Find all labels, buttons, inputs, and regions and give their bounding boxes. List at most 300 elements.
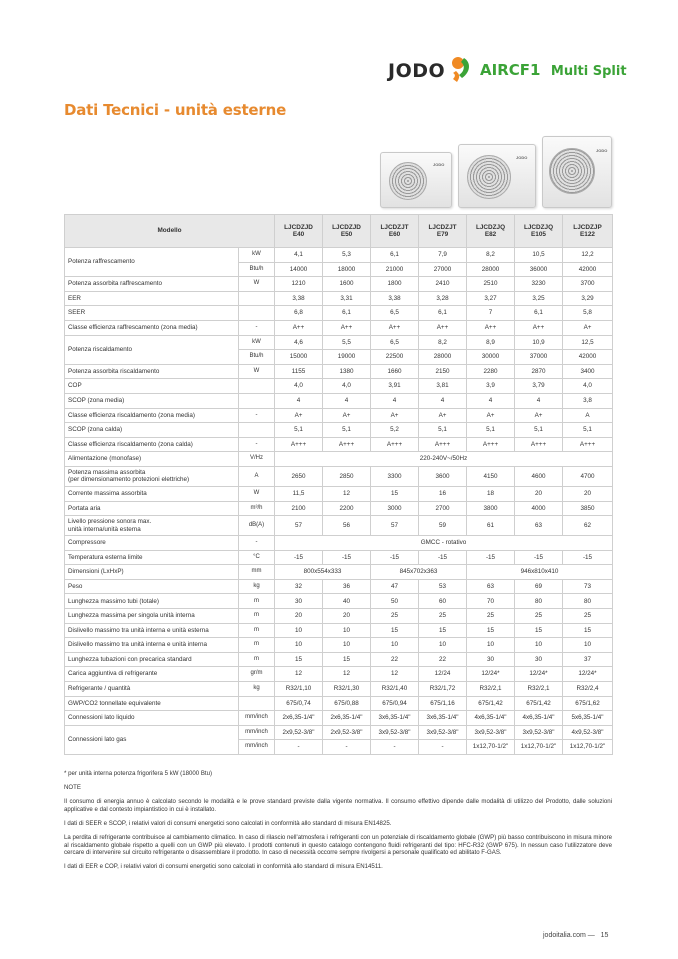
table-cell: 2x9,52-3/8"	[323, 725, 371, 740]
table-cell: 5x6,35-1/4"	[563, 711, 613, 726]
table-cell: 10	[419, 638, 467, 653]
table-cell: 15	[419, 623, 467, 638]
table-cell: 2200	[323, 501, 371, 516]
param-label: Classe efficienza riscaldamento (zona media)	[65, 408, 239, 423]
unit-of-measure: W	[239, 364, 275, 379]
table-cell: 27000	[419, 262, 467, 277]
param-label: Lunghezza massima per singola unità interna	[65, 609, 239, 624]
table-cell: 21000	[371, 262, 419, 277]
table-cell: 10,5	[515, 248, 563, 263]
table-cell: 3000	[371, 501, 419, 516]
table-cell: 4,0	[323, 379, 371, 394]
unit-of-measure	[239, 379, 275, 394]
table-cell: 12	[323, 486, 371, 501]
table-cell: 57	[371, 516, 419, 536]
table-cell: 1155	[275, 364, 323, 379]
model-name-part: LJCDZJD	[284, 223, 313, 231]
table-cell: A+++	[419, 437, 467, 452]
table-cell: 25	[515, 609, 563, 624]
table-cell: -	[275, 740, 323, 755]
table-cell: 2x6,35-1/4"	[323, 711, 371, 726]
table-row	[65, 594, 613, 609]
table-cell: 15	[371, 486, 419, 501]
table-cell: 1x12,70-1/2"	[563, 740, 613, 755]
table-cell: 3,25	[515, 291, 563, 306]
brand-logo-icon	[450, 54, 472, 84]
table-cell: 30000	[467, 350, 515, 365]
table-cell: A	[563, 408, 613, 423]
unit-logo: JODO	[516, 155, 528, 160]
table-cell: A+++	[563, 437, 613, 452]
table-cell: 15	[563, 623, 613, 638]
table-cell: 4,1	[275, 248, 323, 263]
model-name-part: E105	[531, 231, 546, 238]
model-name-part: LJCDZJT	[380, 223, 409, 231]
table-cell: 19000	[323, 350, 371, 365]
table-cell: 675/1,42	[467, 696, 515, 711]
table-cell: -15	[275, 550, 323, 565]
page-number: 15	[600, 932, 609, 939]
table-row	[65, 501, 613, 516]
table-cell: R32/1,10	[275, 682, 323, 697]
table-cell: 4600	[515, 466, 563, 486]
table-cell: 3300	[371, 466, 419, 486]
table-cell: 30	[515, 652, 563, 667]
table-cell: 63	[515, 516, 563, 536]
table-cell: 10	[515, 638, 563, 653]
table-cell: 12,2	[563, 248, 613, 263]
table-cell: 4	[419, 393, 467, 408]
unit-of-measure: -	[239, 437, 275, 452]
table-cell: -	[323, 740, 371, 755]
unit-of-measure: -	[239, 408, 275, 423]
table-cell: 63	[467, 579, 515, 594]
table-cell: 3,31	[323, 291, 371, 306]
table-row	[65, 393, 613, 408]
table-row	[65, 565, 613, 580]
table-cell: 5,2	[371, 423, 419, 438]
table-cell: 28000	[419, 350, 467, 365]
table-cell: 3,38	[275, 291, 323, 306]
param-label: SEER	[65, 306, 239, 321]
table-cell: 1x12,70-1/2"	[515, 740, 563, 755]
table-cell: 5,1	[323, 423, 371, 438]
param-label: Alimentazione (monofase)	[65, 452, 239, 467]
table-cell: A++	[371, 320, 419, 335]
table-cell: 25	[371, 609, 419, 624]
table-cell: 20	[563, 486, 613, 501]
table-cell: 18	[467, 486, 515, 501]
table-row	[65, 638, 613, 653]
table-cell: 25	[419, 609, 467, 624]
table-cell: 675/1,16	[419, 696, 467, 711]
unit-of-measure: m	[239, 652, 275, 667]
param-label: Potenza riscaldamento	[65, 335, 239, 364]
table-cell: R32/1,40	[371, 682, 419, 697]
table-cell: 60	[419, 594, 467, 609]
table-cell: R32/1,30	[323, 682, 371, 697]
unit-of-measure: -	[239, 320, 275, 335]
table-cell: 2700	[419, 501, 467, 516]
table-cell: -15	[563, 550, 613, 565]
table-cell: 25	[563, 609, 613, 624]
table-cell: 3,27	[467, 291, 515, 306]
table-cell: -	[371, 740, 419, 755]
table-cell: 12,5	[563, 335, 613, 350]
model-name-part: LJCDZJD	[332, 223, 361, 231]
unit-of-measure: W	[239, 277, 275, 292]
table-cell: 5,1	[563, 423, 613, 438]
table-row	[65, 725, 613, 740]
table-cell: 12/24*	[467, 667, 515, 682]
param-label: Corrente massima assorbita	[65, 486, 239, 501]
unit-of-measure: V/Hz	[239, 452, 275, 467]
table-cell: 36000	[515, 262, 563, 277]
model-name-part: LJCDZJT	[428, 223, 457, 231]
unit-of-measure: kg	[239, 682, 275, 697]
table-cell: 22	[371, 652, 419, 667]
unit-of-measure: -	[239, 536, 275, 551]
table-cell: 28000	[467, 262, 515, 277]
param-label: Potenza assorbita riscaldamento	[65, 364, 239, 379]
table-row	[65, 652, 613, 667]
table-cell: 2100	[275, 501, 323, 516]
table-cell: A+++	[275, 437, 323, 452]
table-cell: A++	[323, 320, 371, 335]
unit-of-measure: m	[239, 609, 275, 624]
table-cell: -15	[371, 550, 419, 565]
table-cell: 4	[275, 393, 323, 408]
table-cell: R32/2,1	[467, 682, 515, 697]
table-cell: 3,8	[563, 393, 613, 408]
param-label: GWP/CO2 tonnellate equivalente	[65, 696, 239, 711]
table-cell: 6,8	[275, 306, 323, 321]
param-label: Classe efficienza riscaldamento (zona calda)	[65, 437, 239, 452]
table-cell: 6,1	[515, 306, 563, 321]
table-cell: 22500	[371, 350, 419, 365]
unit-of-measure: A	[239, 466, 275, 486]
table-cell: 3,81	[419, 379, 467, 394]
table-cell: A+++	[515, 437, 563, 452]
table-row	[65, 364, 613, 379]
table-cell: -15	[467, 550, 515, 565]
param-label: Carica aggiuntiva di refrigerante	[65, 667, 239, 682]
outdoor-units-image	[372, 136, 612, 208]
table-cell: A+	[371, 408, 419, 423]
table-cell: 3400	[563, 364, 613, 379]
table-row	[65, 682, 613, 697]
table-cell: 73	[563, 579, 613, 594]
table-cell: -	[419, 740, 467, 755]
table-cell: 37000	[515, 350, 563, 365]
unit-of-measure	[239, 291, 275, 306]
model-name	[467, 215, 515, 248]
param-label: Connessioni lato gas	[65, 725, 239, 754]
table-row	[65, 320, 613, 335]
table-row	[65, 579, 613, 594]
table-row	[65, 306, 613, 321]
unit-of-measure: m	[239, 594, 275, 609]
table-cell: 1800	[371, 277, 419, 292]
table-cell: 4	[515, 393, 563, 408]
table-cell: 5,8	[563, 306, 613, 321]
table-cell: -15	[419, 550, 467, 565]
table-cell: A++	[467, 320, 515, 335]
table-cell: 50	[371, 594, 419, 609]
table-cell: 2150	[419, 364, 467, 379]
table-cell: 18000	[323, 262, 371, 277]
table-cell: 1600	[323, 277, 371, 292]
model-name-part: E122	[580, 231, 595, 238]
table-cell: 3230	[515, 277, 563, 292]
model-name-part: E79	[436, 231, 449, 238]
table-cell: 12/24	[419, 667, 467, 682]
unit-of-measure: mm/inch	[239, 740, 275, 755]
param-label: SCOP (zona calda)	[65, 423, 239, 438]
table-row	[65, 696, 613, 711]
table-cell: 20	[275, 609, 323, 624]
table-cell: 4	[323, 393, 371, 408]
fan-icon	[549, 148, 595, 194]
model-name	[419, 215, 467, 248]
table-row	[65, 291, 613, 306]
note-eer-cop: I dati di EER e COP, i relativi valori di consumi energetici sono calcolati in conformità allo standard di misura EN14511.	[64, 863, 383, 871]
table-cell: A+	[467, 408, 515, 423]
unit-of-measure: kW	[239, 335, 275, 350]
table-cell: A+	[275, 408, 323, 423]
product-name	[480, 61, 627, 79]
table-cell: 3800	[467, 501, 515, 516]
fan-icon	[389, 162, 427, 200]
table-cell: 12	[275, 667, 323, 682]
table-cell: 56	[323, 516, 371, 536]
table-cell: 47	[371, 579, 419, 594]
table-cell-group: 845x702x363	[371, 565, 467, 580]
table-cell: 15	[515, 623, 563, 638]
table-cell: 53	[419, 579, 467, 594]
unit-of-measure: Btu/h	[239, 350, 275, 365]
table-cell: A+	[323, 408, 371, 423]
table-row	[65, 423, 613, 438]
param-label: Temperatura esterna limite	[65, 550, 239, 565]
unit-of-measure: kW	[239, 248, 275, 263]
table-cell: 8,9	[467, 335, 515, 350]
unit-of-measure: mm	[239, 565, 275, 580]
table-row	[65, 609, 613, 624]
table-cell: -15	[515, 550, 563, 565]
table-cell: A+++	[371, 437, 419, 452]
page-footer	[543, 932, 608, 939]
param-label: Portata aria	[65, 501, 239, 516]
table-cell: A++	[419, 320, 467, 335]
table-row	[65, 452, 613, 467]
model-name	[515, 215, 563, 248]
fan-icon	[467, 155, 511, 199]
table-cell: 4x6,35-1/4"	[467, 711, 515, 726]
table-cell: 4	[467, 393, 515, 408]
table-cell: 2280	[467, 364, 515, 379]
table-cell: 20	[515, 486, 563, 501]
table-cell: 10	[275, 623, 323, 638]
table-cell: 5,1	[419, 423, 467, 438]
model-name-part: LJCDZJQ	[475, 223, 506, 231]
table-cell: 15	[371, 623, 419, 638]
table-cell: 10	[323, 638, 371, 653]
table-row	[65, 335, 613, 350]
table-cell: 4,6	[275, 335, 323, 350]
footer-site: jodoitalia.com	[543, 932, 586, 939]
unit-of-measure: kg	[239, 579, 275, 594]
table-cell: 12	[323, 667, 371, 682]
table-cell-group: 946x810x410	[467, 565, 613, 580]
model-name-part: E82	[484, 231, 497, 238]
table-cell: A+	[419, 408, 467, 423]
table-cell: 32	[275, 579, 323, 594]
table-cell: 10	[563, 638, 613, 653]
table-row	[65, 408, 613, 423]
table-cell: 62	[563, 516, 613, 536]
table-cell: 7,9	[419, 248, 467, 263]
table-cell: 10	[275, 638, 323, 653]
table-cell: 15000	[275, 350, 323, 365]
table-cell: 12/24*	[515, 667, 563, 682]
unit-of-measure: Btu/h	[239, 262, 275, 277]
param-label: Compressore	[65, 536, 239, 551]
table-cell: 80	[563, 594, 613, 609]
table-cell: 12	[371, 667, 419, 682]
table-cell: 10,9	[515, 335, 563, 350]
param-label: Dislivello massimo tra unità interna e unità esterna	[65, 623, 239, 638]
table-cell: A+	[563, 320, 613, 335]
unit-of-measure: m	[239, 623, 275, 638]
table-cell: 16	[419, 486, 467, 501]
table-cell: 70	[467, 594, 515, 609]
table-cell: 30	[275, 594, 323, 609]
table-cell: 15	[323, 652, 371, 667]
table-cell: 42000	[563, 350, 613, 365]
table-cell: 4x9,52-3/8"	[563, 725, 613, 740]
brand-header	[388, 52, 627, 88]
outdoor-unit-large	[542, 136, 612, 208]
model-name-part: E60	[388, 231, 401, 238]
table-cell: 2x9,52-3/8"	[275, 725, 323, 740]
table-cell: 6,1	[371, 248, 419, 263]
table-cell: 5,1	[467, 423, 515, 438]
table-cell: 2510	[467, 277, 515, 292]
table-cell: 6,5	[371, 335, 419, 350]
table-cell: 36	[323, 579, 371, 594]
table-cell: 3x9,52-3/8"	[467, 725, 515, 740]
table-cell: 3600	[419, 466, 467, 486]
table-cell: 3,9	[467, 379, 515, 394]
param-label: Dimensioni (LxHxP)	[65, 565, 239, 580]
table-cell: 15	[275, 652, 323, 667]
table-cell: 4,0	[563, 379, 613, 394]
brand-logo-text: JODO	[388, 60, 446, 82]
param-label: EER	[65, 291, 239, 306]
outdoor-unit-medium	[458, 144, 536, 208]
table-cell: 3850	[563, 501, 613, 516]
table-cell: 1210	[275, 277, 323, 292]
unit-of-measure	[239, 306, 275, 321]
note-seer-scop: I dati di SEER e SCOP, i relativi valori di consumi energetici sono calcolati in conformità allo standard di misura EN14825.	[64, 819, 392, 827]
table-cell: 2650	[275, 466, 323, 486]
table-cell: 3x9,52-3/8"	[419, 725, 467, 740]
table-cell: 69	[515, 579, 563, 594]
param-label: Lunghezza tubazioni con precarica standard	[65, 652, 239, 667]
table-cell: 10	[371, 638, 419, 653]
table-cell: 7	[467, 306, 515, 321]
param-label: Connessioni lato liquido	[65, 711, 239, 726]
model-name-part: E40	[292, 231, 305, 238]
table-row	[65, 550, 613, 565]
table-row	[65, 248, 613, 263]
page-title: Dati Tecnici - unità esterne	[64, 101, 287, 119]
table-row	[65, 486, 613, 501]
model-header: Modello	[65, 215, 275, 248]
unit-of-measure: mm/inch	[239, 711, 275, 726]
footnote: * per unità interna potenza frigorifera 5 kW (18000 Btu)	[64, 770, 213, 777]
table-cell-group: 800x554x333	[275, 565, 371, 580]
table-cell: A+	[515, 408, 563, 423]
table-row	[65, 623, 613, 638]
param-label: Dislivello massimo tra unità interna e unità interna	[65, 638, 239, 653]
table-cell: 3x6,35-1/4"	[419, 711, 467, 726]
table-cell: 3,38	[371, 291, 419, 306]
table-cell: 675/0,74	[275, 696, 323, 711]
technical-data-table	[64, 214, 613, 755]
table-cell: A+++	[323, 437, 371, 452]
param-label: Peso	[65, 579, 239, 594]
unit-of-measure: mm/inch	[239, 725, 275, 740]
table-cell: 675/0,88	[323, 696, 371, 711]
table-cell: 5,3	[323, 248, 371, 263]
outdoor-unit-small	[380, 152, 452, 208]
table-cell: 3,79	[515, 379, 563, 394]
product-main: AIRCF1	[480, 61, 541, 79]
param-label: Potenza assorbita raffrescamento	[65, 277, 239, 292]
table-row	[65, 379, 613, 394]
table-row	[65, 516, 613, 536]
param-label: Refrigerante / quantità	[65, 682, 239, 697]
table-cell: 4	[371, 393, 419, 408]
table-cell: 59	[419, 516, 467, 536]
product-sub: Multi Split	[550, 64, 627, 79]
table-cell: 3,29	[563, 291, 613, 306]
table-cell: 25	[467, 609, 515, 624]
table-row	[65, 667, 613, 682]
table-cell: R32/2,4	[563, 682, 613, 697]
model-name	[371, 215, 419, 248]
model-name	[563, 215, 613, 248]
table-cell: 4700	[563, 466, 613, 486]
table-cell: 1x12,70-1/2"	[467, 740, 515, 755]
unit-of-measure: dB(A)	[239, 516, 275, 536]
notes-section	[64, 770, 612, 877]
unit-of-measure: gr/m	[239, 667, 275, 682]
param-label: Lunghezza massimo tubi (totale)	[65, 594, 239, 609]
unit-of-measure: m³/h	[239, 501, 275, 516]
table-cell: 3x6,35-1/4"	[371, 711, 419, 726]
table-row	[65, 437, 613, 452]
table-cell: 57	[275, 516, 323, 536]
table-cell: 5,1	[515, 423, 563, 438]
table-cell: 2410	[419, 277, 467, 292]
unit-of-measure: W	[239, 486, 275, 501]
model-name-part: E50	[340, 231, 353, 238]
unit-of-measure: °C	[239, 550, 275, 565]
param-label: Livello pressione sonora max. unità interna/unità esterna	[65, 516, 239, 536]
